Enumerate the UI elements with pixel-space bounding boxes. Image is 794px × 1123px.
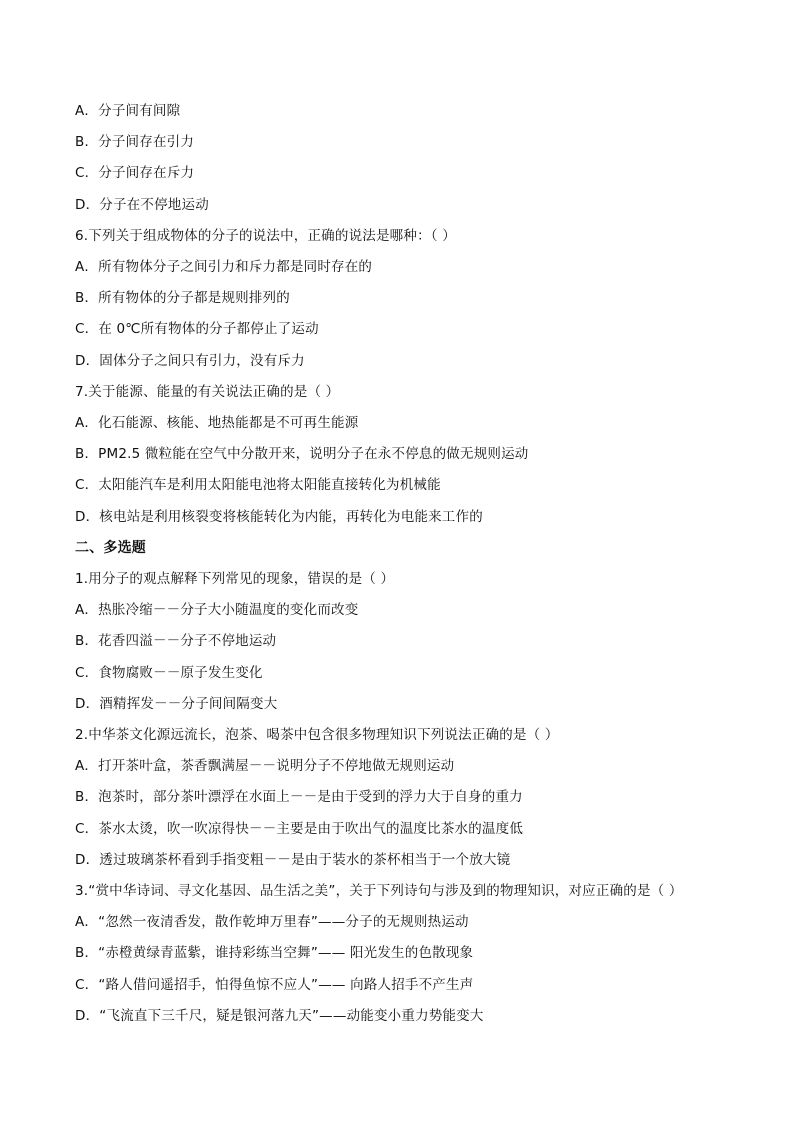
option-a: A．化石能源、核能、地热能都是不可再生能源	[75, 415, 359, 431]
option-c: C．分子间存在斥力	[75, 165, 195, 181]
option-d: D．透过玻璃茶杯看到手指变粗－－是由于装水的茶杯相当于一个放大镜	[75, 852, 511, 868]
question-3: 3.“赏中华诗词、寻文化基因、品生活之美”，关于下列诗句与涉及到的物理知识，对应正确的是（ ）	[75, 883, 683, 899]
option-d: D．分子在不停地运动	[75, 197, 209, 213]
option-c: C．在 0℃所有物体的分子都停止了运动	[75, 321, 319, 337]
option-b: B．“赤橙黄绿青蓝紫，谁持彩练当空舞”—— 阳光发生的色散现象	[75, 945, 474, 961]
option-c: C．食物腐败－－原子发生变化	[75, 665, 263, 681]
section-heading: 二、多选题	[75, 540, 146, 556]
option-d: D．核电站是利用核裂变将核能转化为内能，再转化为电能来工作的	[75, 509, 483, 525]
option-a: A．分子间有间隙	[75, 103, 181, 119]
option-d: D．酒精挥发－－分子间间隔变大	[75, 696, 278, 712]
option-d: D．“飞流直下三千尺，疑是银河落九天”——动能变小重力势能变大	[75, 1008, 484, 1024]
option-b: B．所有物体的分子都是规则排列的	[75, 290, 290, 306]
option-c: C．太阳能汽车是利用太阳能电池将太阳能直接转化为机械能	[75, 477, 441, 493]
option-c: C．“路人借问遥招手，怕得鱼惊不应人”—— 向路人招手不产生声	[75, 977, 474, 993]
option-b: B．泡茶时，部分茶叶漂浮在水面上－－是由于受到的浮力大于自身的重力	[75, 789, 523, 805]
option-a: A．打开茶叶盒，茶香飘满屋－－说明分子不停地做无规则运动	[75, 758, 455, 774]
option-d: D．固体分子之间只有引力，没有斥力	[75, 353, 305, 369]
option-b: B．花香四溢－－分子不停地运动	[75, 633, 277, 649]
question-6: 6.下列关于组成物体的分子的说法中，正确的说法是哪种：（ ）	[75, 228, 456, 244]
option-a: A．所有物体分子之间引力和斥力都是同时存在的	[75, 259, 373, 275]
option-b: B．PM2.5 微粒能在空气中分散开来，说明分子在永不停息的做无规则运动	[75, 446, 529, 462]
option-a: A．“忽然一夜清香发，散作乾坤万里春”——分子的无规则热运动	[75, 914, 469, 930]
question-1: 1.用分子的观点解释下列常见的现象，错误的是（ ）	[75, 571, 395, 587]
question-2: 2.中华茶文化源远流长，泡茶、喝茶中包含很多物理知识下列说法正确的是（ ）	[75, 727, 559, 743]
option-c: C．茶水太烫，吹一吹凉得快－－主要是由于吹出气的温度比茶水的温度低	[75, 821, 524, 837]
question-7: 7.关于能源、能量的有关说法正确的是（ ）	[75, 384, 340, 400]
option-a: A．热胀冷缩－－分子大小随温度的变化而改变	[75, 602, 359, 618]
option-b: B．分子间存在引力	[75, 134, 195, 150]
